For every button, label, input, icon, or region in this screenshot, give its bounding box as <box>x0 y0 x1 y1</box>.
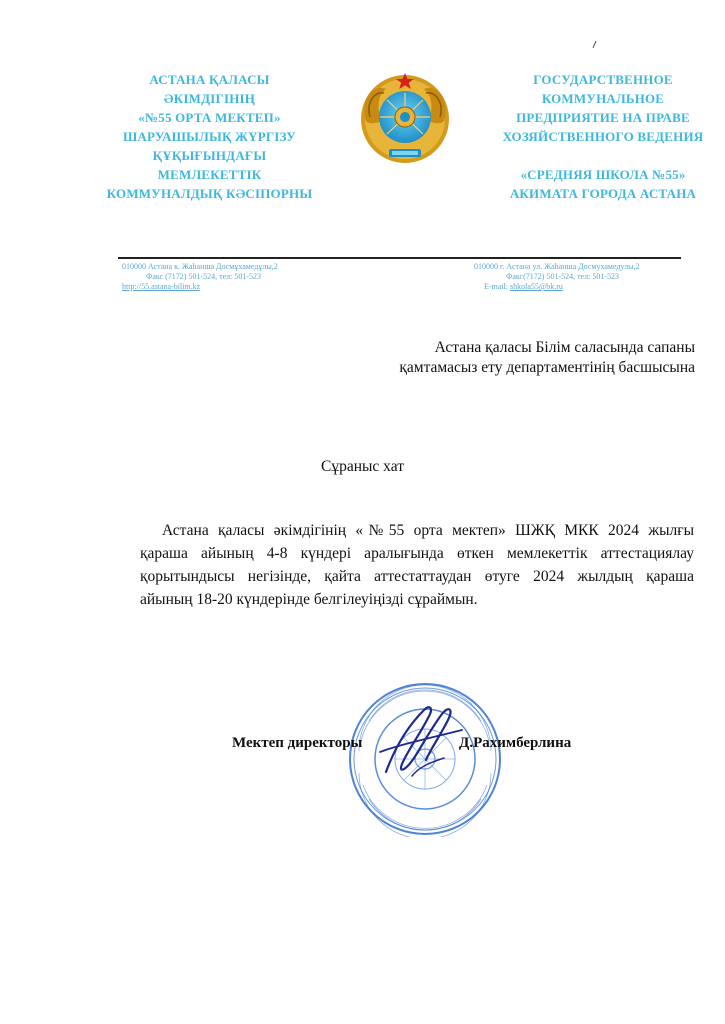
header-left-line: ҚҰҚЫҒЫНДАҒЫ <box>152 148 267 163</box>
addressee-line: Астана қаласы Білім саласында сапаны <box>434 339 695 356</box>
state-emblem-icon <box>356 71 454 167</box>
body-line: Астана қаласы әкімдігінің «№55 орта мектеп» ШЖҚ МКК 2024 жылғы <box>162 522 694 539</box>
header-right-spacer <box>488 146 718 165</box>
body-line: айының 18-20 күндерінде белгілеуіңізді сұраймын. <box>140 591 478 608</box>
handwritten-signature <box>372 700 472 782</box>
letter-title: Сұраныс хат <box>321 458 404 475</box>
letter-body <box>140 519 694 611</box>
header-left-line: АСТАНА ҚАЛАСЫ <box>149 72 270 87</box>
contact-address-left: 010000 Астана к. Жаһанша Досмұхамедұлы,2 <box>122 262 278 271</box>
contact-email-row <box>474 282 640 292</box>
header-right-line: АКИМАТА ГОРОДА АСТАНА <box>509 186 697 201</box>
contact-phone-left: Факс (7172) 501-524, тел: 501-523 <box>146 272 262 281</box>
signatory-name: Д.Рахимберлина <box>459 735 572 751</box>
header-right-russian <box>488 70 718 203</box>
header-right-line: ХОЗЯЙСТВЕННОГО ВЕДЕНИЯ <box>502 129 704 144</box>
header-left-kazakh <box>92 70 327 203</box>
email-label: E-mail: <box>484 282 508 291</box>
contact-phone-right: Факс(7172) 501-524, тел: 501-523 <box>506 272 620 281</box>
addressee-line: қамтамасыз ету департаментінің басшысына <box>399 359 695 376</box>
body-line: қараша айының 4-8 күндері аралығында өткен мемлекеттік аттестациялау <box>140 545 694 562</box>
contact-address-right: 010000 г. Астана ул. Жаһанша Досмухамедулы,2 <box>474 262 640 271</box>
addressee-block <box>399 338 695 378</box>
header-right-line: КОММУНАЛЬНОЕ <box>541 91 665 106</box>
body-line: қорытындысы негізінде, қайта аттестаттаудан өтуге 2024 жылдың қараша <box>140 568 694 585</box>
header-right-line: ПРЕДПРИЯТИЕ НА ПРАВЕ <box>516 110 690 125</box>
website-link[interactable]: http://55.astana-bilim.kz <box>122 282 201 291</box>
header-left-line: «№55 ОРТА МЕКТЕП» <box>138 110 281 125</box>
contact-block-left <box>122 262 278 292</box>
header-left-line: ӘКІМДІГІНІҢ <box>163 91 256 106</box>
header-divider <box>118 257 681 259</box>
header-right-line: «СРЕДНЯЯ ШКОЛА №55» <box>520 167 686 182</box>
header-left-line: ШАРУАШЫЛЫҚ ЖҮРГІЗУ <box>122 129 297 144</box>
contact-block-right <box>474 262 640 292</box>
header-left-line: МЕМЛЕКЕТТІК <box>157 167 262 182</box>
header-right-line: ГОСУДАРСТВЕННОЕ <box>533 72 673 87</box>
email-link[interactable]: shkola55@bk.ru <box>510 282 563 291</box>
scan-mark <box>590 40 598 50</box>
signature-position-label: Мектеп директоры <box>232 735 363 751</box>
header-left-line: КОММУНАЛДЫҚ КӘСІПОРНЫ <box>106 186 313 201</box>
